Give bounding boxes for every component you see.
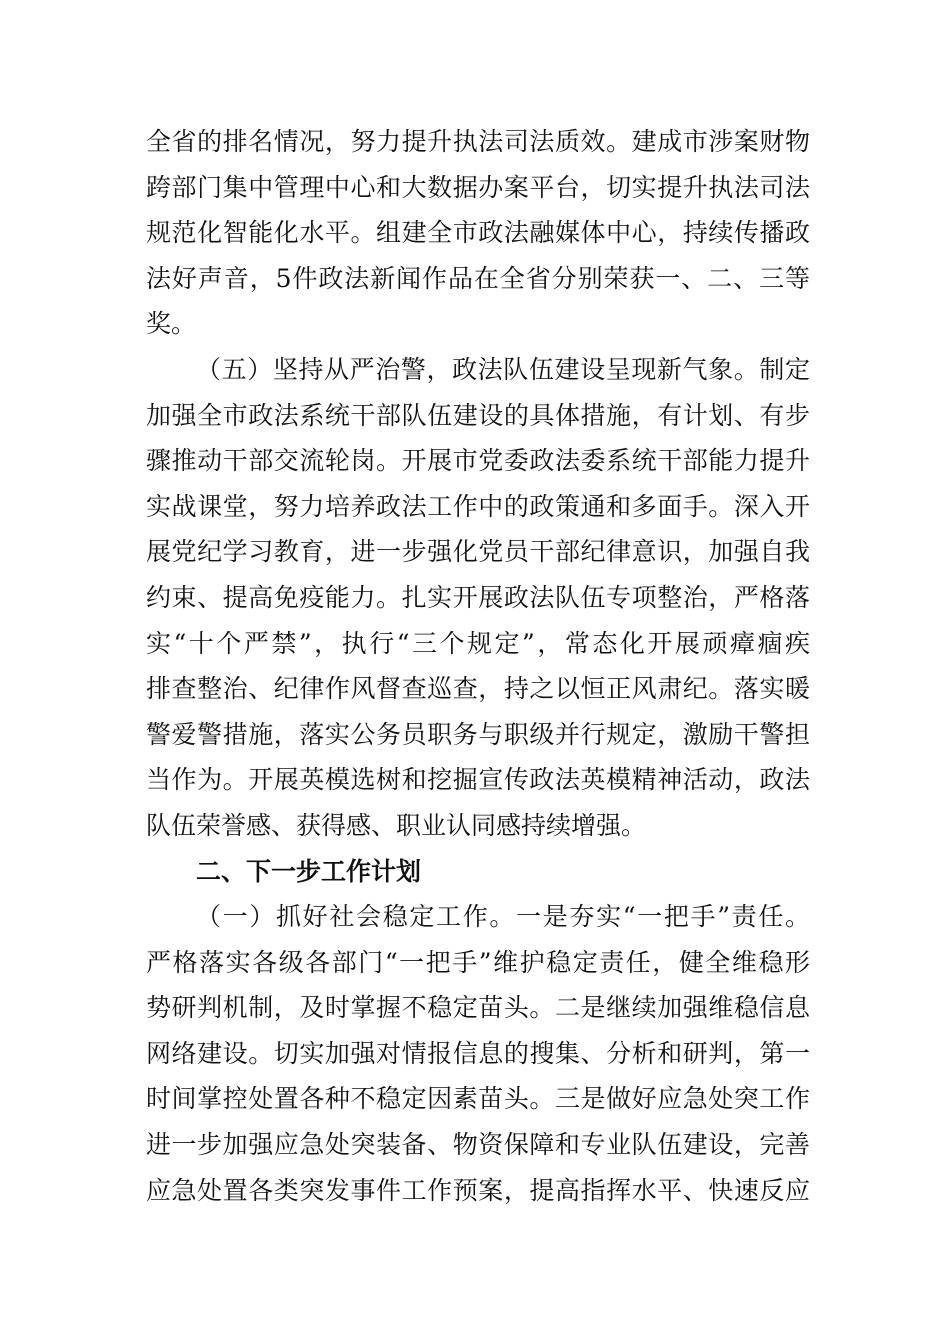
text-line: 骤推动干部交流轮岗。开展市党委政法委系统干部能力提升	[146, 446, 810, 476]
text-line: 跨部门集中管理中心和大数据办案平台，切实提升执法司法	[146, 172, 810, 202]
text-line: 约束、提高免疫能力。扎实开展政法队伍专项整治，严格落	[146, 582, 810, 612]
text-line: 规范化智能化水平。组建全市政法融媒体中心，持续传播政	[146, 218, 810, 248]
text-line: 警爱警措施，落实公务员职务与职级并行规定，激励干警担	[146, 719, 810, 749]
text-line: 全省的排名情况，努力提升执法司法质效。建成市涉案财物	[146, 127, 810, 156]
text-line: 严格落实各级各部门“一把手”维护稳定责任，健全维稳形	[146, 947, 810, 977]
text-line: 队伍荣誉感、获得感、职业认同感持续增强。	[146, 810, 647, 840]
text-line: 实“十个严禁”，执行“三个规定”，常态化开展顽瘴痼疾	[146, 628, 810, 658]
text-line: 进一步加强应急处突装备、物资保障和专业队伍建设，完善	[146, 1130, 810, 1160]
text-line: 应急处置各类突发事件工作预案，提高指挥水平、快速反应	[146, 1175, 810, 1205]
paragraph-lead-rest: 一是夯实“一把手”责任。	[516, 902, 810, 932]
paragraph-first-line	[146, 347, 810, 393]
text-line: 排查整治、纪律作风督查巡查，持之以恒正风肃纪。落实暖	[146, 674, 810, 704]
text-line: 法好声音，5件政法新闻作品在全省分别荣获一、二、三等	[146, 263, 810, 293]
text-line: 当作为。开展英模选树和挖掘宣传政法英模精神活动，政法	[146, 765, 810, 795]
paragraph-achievements-end	[146, 119, 810, 347]
paragraph-lead-rest: 制定	[759, 354, 810, 384]
text-line: 实战课堂，努力培养政法工作中的政策通和多面手。深入开	[146, 491, 810, 521]
text-line: 网络建设。切实加强对情报信息的搜集、分析和研判，第一	[146, 1038, 810, 1068]
paragraph-lead-heading: （五）坚持从严治警，政法队伍建设呈现新气象。	[196, 354, 760, 384]
paragraph-social-stability	[146, 894, 810, 1213]
paragraph-lead-heading: （一）抓好社会稳定工作。	[196, 902, 517, 932]
text-line: 奖。	[146, 309, 197, 339]
document-body	[146, 119, 810, 1213]
paragraph-first-line	[146, 894, 810, 940]
text-line: 势研判机制，及时掌握不稳定苗头。二是继续加强维稳信息	[146, 993, 810, 1023]
text-line: 加强全市政法系统干部队伍建设的具体措施，有计划、有步	[146, 400, 810, 430]
section-heading: 二、下一步工作计划	[196, 856, 422, 886]
text-line: 展党纪学习教育，进一步强化党员干部纪律意识，加强自我	[146, 537, 810, 567]
paragraph-team-building	[146, 347, 810, 849]
text-line: 时间掌控处置各种不稳定因素苗头。三是做好应急处突工作	[146, 1084, 810, 1114]
